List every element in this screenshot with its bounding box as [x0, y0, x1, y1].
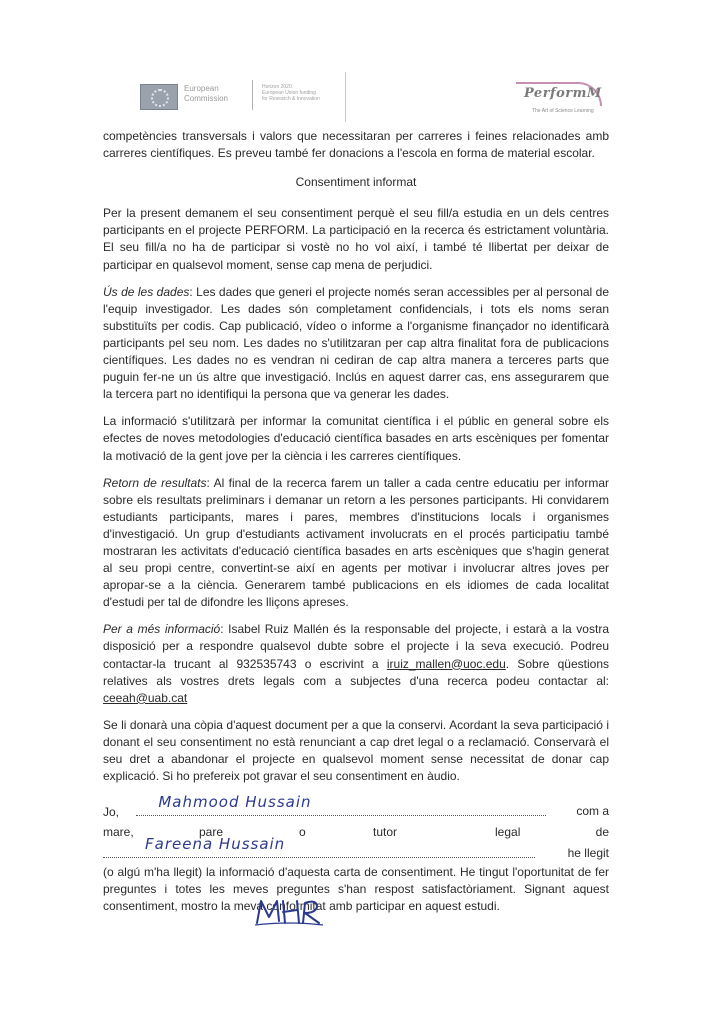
- form-line-child: Fareena Hussain he llegit: [103, 845, 609, 862]
- information-paragraph: La informació s'utilitzarà per informar la comunitat científica i el públic en general sobre els efectes de noves metodologies d'educació científica basades en arts escèniques per fomentar la motivació de la gent jove per la ciència i les carreres científiques.: [103, 414, 609, 463]
- data-use-lead: Ús de les dades: [103, 284, 190, 299]
- closing-paragraph: (o algú m'ha llegit) la informació d'aquesta carta de consentiment. He tingut l'oportunitat de fer preguntes i totes les meves preguntes s'han respost satisfactòriament. Signant aquest consentiment, mostro la meva conformitat amb participar en aquest estudi.: [103, 865, 609, 914]
- eu-program-text: Horizon 2020 European Union funding for Research & Innovation: [262, 84, 320, 102]
- section-heading: Consentiment informat: [295, 175, 417, 190]
- form-line-role: mare, pare o tutor legal de: [103, 825, 609, 840]
- form-line-name: Jo, Mahmood Hussain com a: [103, 793, 609, 820]
- more-info-paragraph: Per a més informació: Isabel Ruiz Mallén és la responsable del projecte, i estarà a la vostra disposició per a respondre qualsevol dubte sobre el projecte i la seva execució. Podreu contactar-la trucant al 932535743 o escrivint a iruiz_mallen@uoc.edu. Sobre qüestions relatives als vostres drets legals com a subjectes d'una recerca podeu contactar al: ceeah@uab.cat: [103, 622, 609, 705]
- logo-divider: [252, 80, 253, 110]
- handwritten-child-name: Fareena Hussain: [145, 835, 286, 854]
- handwritten-signature: [253, 895, 327, 927]
- eu-flag-icon: [140, 84, 178, 110]
- letterhead: [0, 70, 724, 130]
- contact-email-link[interactable]: iruiz_mallen@uoc.edu: [386, 656, 506, 671]
- results-paragraph: Retorn de resultats: Al final de la recerca farem un taller a cada centre educatiu per informar sobre els resultats preliminars i demanar un retorn a les persones participants. Hi convidarem estudiants participants, mares i pares, membres d'institucions locals i organismes d'investigació. Un grup d'estudiants activament involucrats en el procés participatiu també mostraran les activitats d'educació científica basades en arts escèniques que s'hagin generat al seu propi centre, convertint-se així en agents per motivar i involucrar altres joves per apropar-se a la ciència. Generarem també publicacions en els idiomes de cada localitat d'estudi per tal de difondre les lliçons apreses.: [103, 475, 609, 610]
- perform-logo: PerformM The Art of Science Learning: [516, 78, 606, 122]
- eu-commission-logo-text: European Commission: [184, 84, 229, 103]
- copy-paragraph: Se li donarà una còpia d'aquest document per a que la conservi. Acordant la seva participació i donant el seu consentiment no està renunciant a cap dret legal o a reclamació. Conservarà el seu dret a abandonar el projecte en qualsevol moment sense necessitat de donar cap explicació. Si ho prefereix pot gravar el seu consentiment en àudio.: [103, 717, 609, 784]
- data-use-paragraph: Ús de les dades: Les dades que generi el projecte només seran accessibles per al personal de l'equip investigador. Les dades són completament confidencials, i tots els noms seran substituïts per codis. Cap publicació, vídeo o informe a l'organisme finançador no identificarà participants pel seu nom. Les dades no s'utilitzaran per cap altra finalitat fora de publicacions científiques. Les dades no es vendran ni cediran de cap altra manera a terceres parts que puguin fer-ne un ús altre que investigació. Inclús en aquest darrer cas, ens assegurarem que la tercera part no identifiqui la persona que va generar les dades.: [103, 284, 609, 402]
- intro-paragraph: competències transversals i valors que necessitaran per carreres i feines relacionades amb carreres científiques. Es preveu també fer donacions a l'escola en forma de material escolar.: [103, 129, 609, 161]
- consent-paragraph: Per la present demanem el seu consentiment perquè el seu fill/a estudia en un dels centres participants en el projecte PERFORM. La participació en la recerca és estrictament voluntària. El seu fill/a no ha de participar si vostè no ho vol així, i també té llibertat per deixar de participar en qualsevol moment, sense cap mena de perjudici.: [103, 206, 609, 272]
- more-info-lead: Per a més informació: [103, 622, 221, 637]
- handwritten-parent-name: Mahmood Hussain: [158, 793, 312, 812]
- results-lead: Retorn de resultats: [103, 475, 207, 490]
- header-vertical-rule: [345, 72, 346, 122]
- ethics-email-link[interactable]: ceeah@uab.cat: [103, 690, 188, 705]
- letter-body: [103, 128, 609, 925]
